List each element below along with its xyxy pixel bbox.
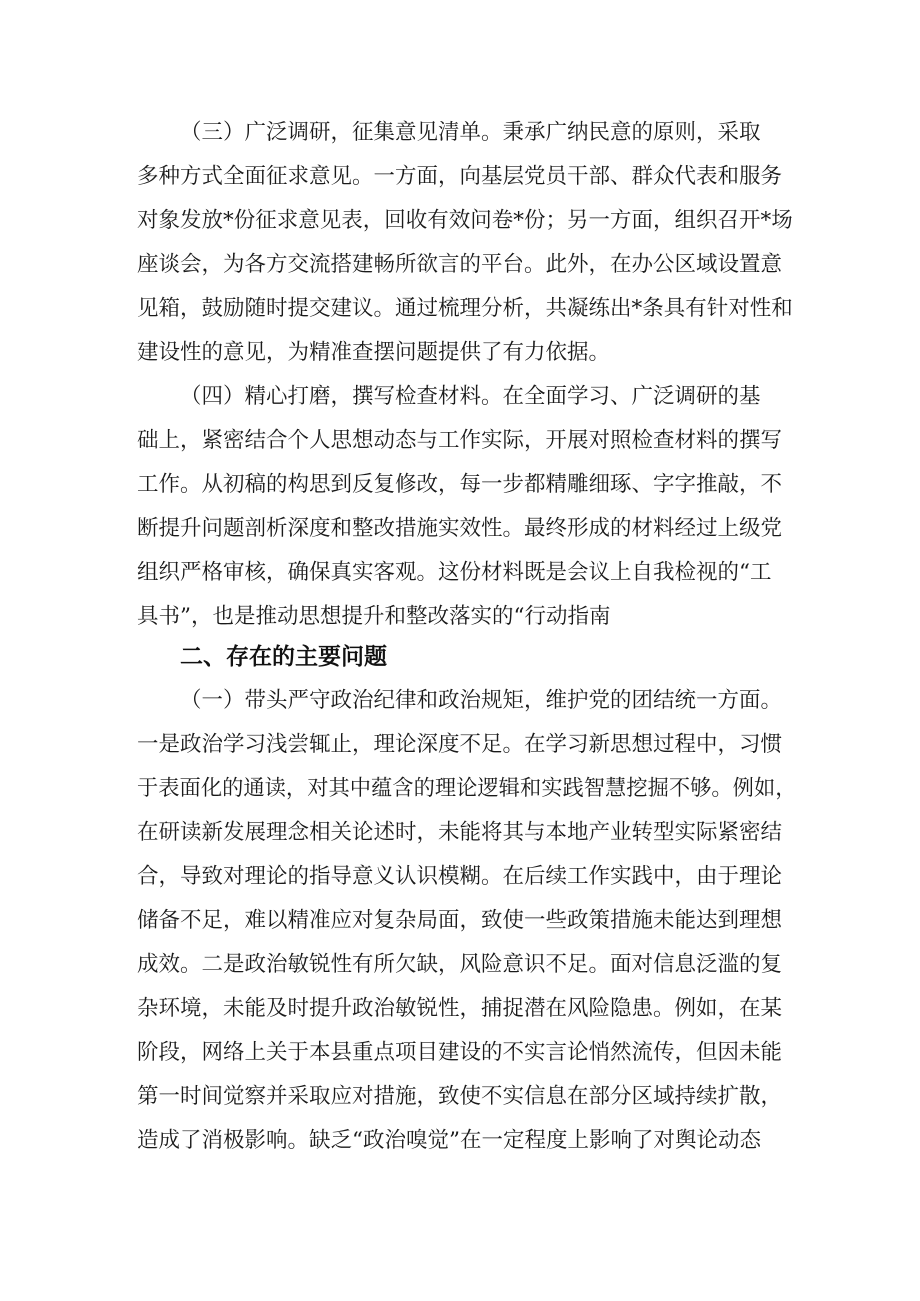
section-3-line-6: 建设性的意见，为精准查摆问题提供了有力依据。 (137, 340, 611, 365)
problem-1-line-6: 储备不足，难以精准应对复杂局面，致使一些政策措施未能达到理想 (137, 908, 783, 933)
section-3-line-1: （三）广泛调研，征集意见清单。秉承广纳民意的原则，采取 (180, 120, 761, 145)
section-3-line-4: 座谈会，为各方交流搭建畅所欲言的平台。此外，在办公区域设置意 (137, 252, 783, 277)
section-3-line-5: 见箱，鼓励随时提交建议。通过梳理分析，共凝练出*条具有针对性和 (137, 296, 793, 321)
section-4-line-1: （四）精心打磨，撰写检查材料。在全面学习、广泛调研的基 (180, 384, 761, 409)
section-4-line-2: 础上，紧密结合个人思想动态与工作实际，开展对照检查材料的撰写 (137, 428, 783, 453)
section-heading: 二、存在的主要问题 (180, 644, 387, 670)
problem-1-line-3: 于表面化的通读，对其中蕴含的理论逻辑和实践智慧挖掘不够。例如， (137, 776, 797, 801)
problem-1-line-2: 一是政治学习浅尝辄止，理论深度不足。在学习新思想过程中，习惯 (137, 732, 783, 757)
problem-1-line-9: 阶段，网络上关于本县重点项目建设的不实言论悄然流传，但因未能 (137, 1040, 783, 1065)
section-4-line-4: 断提升问题剖析深度和整改措施实效性。最终形成的材料经过上级党 (137, 516, 783, 541)
problem-1-line-10: 第一时间觉察并采取应对措施，致使不实信息在部分区域持续扩散， (137, 1084, 783, 1109)
section-3-line-3: 对象发放*份征求意见表，回收有效问卷*份；另一方面，组织召开*场 (137, 208, 793, 233)
section-4-line-3: 工作。从初稿的构思到反复修改，每一步都精雕细琢、字字推敲，不 (137, 472, 783, 497)
section-4-line-5: 组织严格审核，确保真实客观。这份材料既是会议上自我检视的“工 (137, 560, 772, 585)
problem-1-line-4: 在研读新发展理念相关论述时，未能将其与本地产业转型实际紧密结 (137, 820, 783, 845)
problem-1-line-11: 造成了消极影响。缺乏“政治嗅觉”在一定程度上影响了对舆论动态 (137, 1128, 761, 1153)
problem-1-line-7: 成效。二是政治敏锐性有所欠缺，风险意识不足。面对信息泛滥的复 (137, 952, 783, 977)
problem-1-line-5: 合，导致对理论的指导意义认识模糊。在后续工作实践中，由于理论 (137, 864, 783, 889)
problem-1-line-1: （一）带头严守政治纪律和政治规矩，维护党的团结统一方面。 (180, 688, 783, 713)
problem-1-line-8: 杂环境，未能及时提升政治敏锐性，捕捉潜在风险隐患。例如，在某 (137, 996, 783, 1021)
section-3-line-2: 多种方式全面征求意见。一方面，向基层党员干部、群众代表和服务 (137, 164, 783, 189)
section-4-line-6: 具书”，也是推动思想提升和整改落实的“行动指南 (137, 604, 611, 629)
